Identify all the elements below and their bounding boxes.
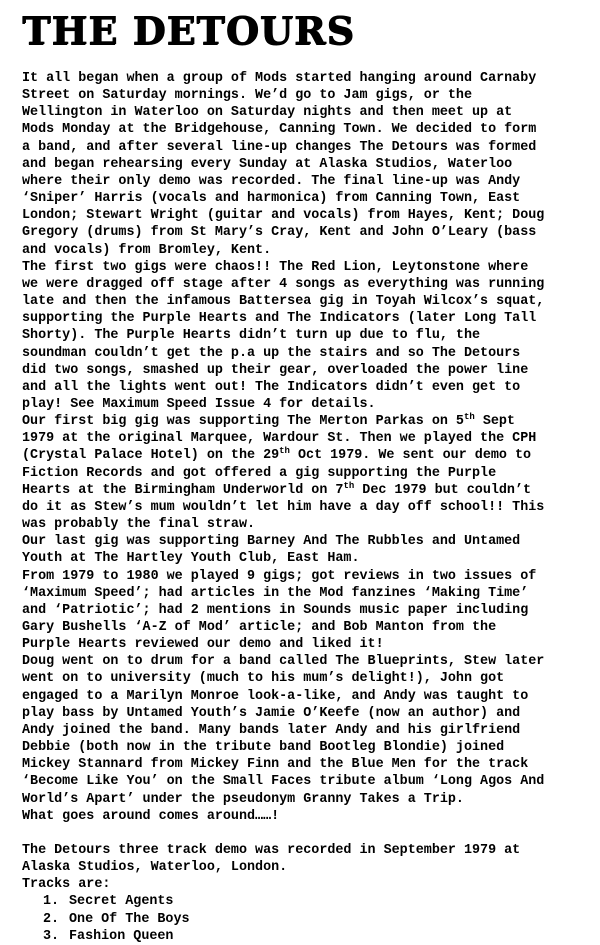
text-run: late and then the infamous Battersea gig in Toyah Wilcox’s squat, xyxy=(22,294,545,310)
paragraph-line xyxy=(22,104,584,121)
text-run: a band, and after several line-up changes The Detours was formed xyxy=(22,139,537,155)
text-run: play! See Maximum Speed Issue 4 for details. xyxy=(22,396,376,412)
paragraph-line xyxy=(22,670,584,687)
ordinal-suffix: th xyxy=(343,480,355,491)
text-run: Dec 1979 but couldn’t xyxy=(354,482,532,498)
text-run: Hearts at the Birmingham Underworld on 7 xyxy=(22,482,344,498)
text-run: Doug went on to drum for a band called The Blueprints, Stew later xyxy=(22,654,545,670)
ordinal-suffix: th xyxy=(279,446,290,457)
text-run: and vocals) from Bromley, Kent. xyxy=(22,242,272,258)
paragraph-line xyxy=(22,207,584,224)
paragraph-line xyxy=(22,413,584,430)
paragraph-line xyxy=(22,499,584,516)
paragraph-line xyxy=(22,430,584,447)
paragraph-line xyxy=(22,242,584,259)
paragraph-line xyxy=(22,602,584,619)
demo-note-line xyxy=(22,842,584,859)
paragraph-line xyxy=(22,722,584,739)
track-list xyxy=(22,893,584,944)
paragraph xyxy=(22,808,584,825)
text-run: What goes around comes around……! xyxy=(22,808,280,824)
text-run: Sept xyxy=(474,414,515,430)
paragraph-line xyxy=(22,791,584,808)
paragraph-line xyxy=(22,482,584,499)
text-run: where their only demo was recorded. The final line-up was Andy xyxy=(22,173,521,189)
paragraph-line xyxy=(22,293,584,310)
paragraph-line xyxy=(22,619,584,636)
text-run: Fiction Records and got offered a gig supporting the Purple xyxy=(22,465,497,481)
paragraph-line xyxy=(22,705,584,722)
page-title: THE DETOURS xyxy=(22,8,355,53)
demo-note-line xyxy=(22,859,584,876)
paragraph-line xyxy=(22,310,584,327)
spacer xyxy=(22,825,584,842)
paragraph-line xyxy=(22,345,584,362)
paragraph-line xyxy=(22,756,584,773)
text-run: we were dragged off stage after 4 songs as everything was running xyxy=(22,276,545,292)
text-run: Gregory (drums) from St Mary’s Cray, Kent and John O’Leary (bass xyxy=(22,225,537,241)
demo-note xyxy=(22,842,584,876)
paragraph-line xyxy=(22,173,584,190)
text-run: Andy joined the band. Many bands later Andy and his girlfriend xyxy=(22,722,521,738)
text-run: supporting the Purple Hearts and The Indicators (later Long Tall xyxy=(22,311,537,327)
paragraph-line xyxy=(22,688,584,705)
paragraph-line xyxy=(22,156,584,173)
text-run: Our first big gig was supporting The Merton Parkas on 5 xyxy=(22,414,464,430)
text-run: The Detours three track demo was recorded in September 1979 at xyxy=(22,843,521,859)
track-item xyxy=(22,893,584,910)
paragraph-line xyxy=(22,773,584,790)
paragraph-line xyxy=(22,568,584,585)
paragraph-line xyxy=(22,379,584,396)
article-body xyxy=(22,70,584,945)
text-run: do it as Stew’s mum wouldn’t let him have a day off school!! This xyxy=(22,499,545,515)
paragraph-line xyxy=(22,121,584,138)
paragraph-line xyxy=(22,362,584,379)
tracks-heading: Tracks are: xyxy=(22,877,111,893)
paragraph-line xyxy=(22,739,584,756)
paragraph-line xyxy=(22,87,584,104)
text-run: was probably the final straw. xyxy=(22,517,256,533)
text-run: Purple Hearts reviewed our demo and liked it! xyxy=(22,637,384,653)
paragraph-line xyxy=(22,808,584,825)
text-run: 1979 at the original Marquee, Wardour St. Then we played the CPH xyxy=(22,431,537,447)
text-run: Gary Bushells ‘A-Z of Mod’ article; and Bob Manton from the xyxy=(22,620,497,635)
text-run: ‘Sniper’ Harris (vocals and harmonica) from Canning Town, East xyxy=(22,191,521,207)
text-run: World’s Apart’ under the pseudonym Granny Takes a Trip. xyxy=(22,791,464,807)
text-run: went on to university (much to his mum’s delight!), John got xyxy=(22,671,505,687)
text-run: Shorty). The Purple Hearts didn’t turn up due to flu, the xyxy=(22,328,481,344)
text-run: Street on Saturday mornings. We’d go to Jam gigs, or the xyxy=(22,88,472,104)
paragraph-line xyxy=(22,276,584,293)
track-number: 1. xyxy=(43,894,60,910)
text-run: and began rehearsing every Sunday at Alaska Studios, Waterloo xyxy=(22,156,513,172)
text-run: (Crystal Palace Hotel) on the 29 xyxy=(22,448,280,464)
paragraph-line xyxy=(22,259,584,276)
track-item xyxy=(22,911,584,928)
paragraph xyxy=(22,259,584,413)
track-title: Secret Agents xyxy=(69,894,174,910)
track-number: 3. xyxy=(43,928,60,944)
paragraph xyxy=(22,413,584,533)
text-run: It all began when a group of Mods started hanging around Carnaby xyxy=(22,71,537,86)
paragraph-line xyxy=(22,327,584,344)
paragraph-line xyxy=(22,516,584,533)
paragraph-line xyxy=(22,139,584,156)
paragraph-line xyxy=(22,653,584,670)
text-run: London; Stewart Wright (guitar and vocals) from Hayes, Kent; Doug xyxy=(22,208,545,224)
paragraph-line xyxy=(22,585,584,602)
paragraph xyxy=(22,70,584,259)
track-number: 2. xyxy=(43,911,60,927)
paragraph-line xyxy=(22,224,584,241)
text-run: and all the lights went out! The Indicators didn’t even get to xyxy=(22,379,521,395)
track-title: One Of The Boys xyxy=(69,911,190,927)
paragraph-line xyxy=(22,533,584,550)
paragraph-line xyxy=(22,70,584,87)
paragraph-line xyxy=(22,550,584,567)
text-run: Alaska Studios, Waterloo, London. xyxy=(22,860,288,876)
text-run: From 1979 to 1980 we played 9 gigs; got reviews in two issues of xyxy=(22,568,537,584)
text-run: Our last gig was supporting Barney And The Rubbles and Untamed xyxy=(22,534,521,550)
text-run: and ‘Patriotic’; had 2 mentions in Sounds music paper including xyxy=(22,602,529,618)
text-run: Youth at The Hartley Youth Club, East Ham. xyxy=(22,551,360,567)
paragraph-line xyxy=(22,190,584,207)
track-item xyxy=(22,928,584,945)
text-run: Wellington in Waterloo on Saturday nights and then meet up at xyxy=(22,105,513,121)
paragraph xyxy=(22,533,584,567)
paragraph-line xyxy=(22,396,584,413)
text-run: The first two gigs were chaos!! The Red Lion, Leytonstone where xyxy=(22,259,529,275)
text-run: Mickey Stannard from Mickey Finn and the Blue Men for the track xyxy=(22,757,529,773)
text-run: Mods Monday at the Bridgehouse, Canning Town. We decided to form xyxy=(22,122,537,138)
paragraph-line xyxy=(22,465,584,482)
text-run: ‘Become Like You’ on the Small Faces tribute album ‘Long Agos And xyxy=(22,774,545,790)
paragraph xyxy=(22,653,584,807)
track-title: Fashion Queen xyxy=(69,928,174,944)
paragraph-line xyxy=(22,447,584,464)
text-run: engaged to a Marilyn Monroe look-a-like, and Andy was taught to xyxy=(22,688,529,704)
text-run: play bass by Untamed Youth’s Jamie O’Keefe (now an author) and xyxy=(22,705,521,721)
paragraph xyxy=(22,568,584,654)
text-run: Oct 1979. We sent our demo to xyxy=(289,448,532,464)
ordinal-suffix: th xyxy=(463,412,475,423)
text-run: ‘Maximum Speed’; had articles in the Mod fanzines ‘Making Time’ xyxy=(22,585,529,601)
text-run: Debbie (both now in the tribute band Bootleg Blondie) joined xyxy=(22,740,505,756)
text-run: soundman couldn’t get the p.a up the stairs and so The Detours xyxy=(22,345,521,361)
paragraph-line xyxy=(22,636,584,653)
text-run: did two songs, smashed up their gear, overloaded the power line xyxy=(22,362,529,378)
